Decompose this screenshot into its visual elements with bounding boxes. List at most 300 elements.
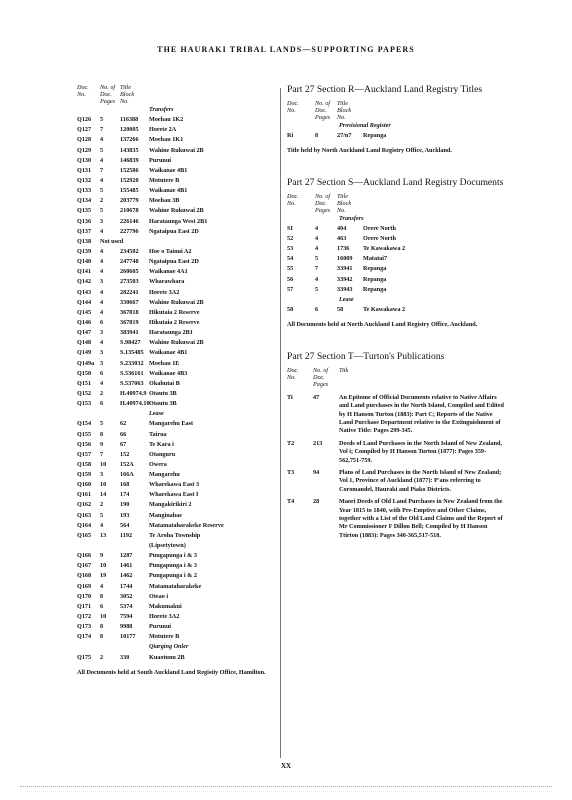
table-row: [287, 131, 507, 141]
table-cell: 14: [100, 491, 107, 499]
table-cell: 5: [100, 116, 104, 124]
column-header: Title Block No.: [337, 100, 352, 121]
publication-cell: 94: [313, 468, 320, 476]
table-cell: 5: [100, 146, 104, 154]
table-cell: Repanga: [363, 132, 387, 140]
table-cell: 4: [100, 308, 104, 316]
table-cell: 8: [100, 633, 104, 641]
table-cell: S.135485: [120, 349, 144, 357]
right-column: [287, 84, 507, 544]
table-cell: 7: [315, 265, 319, 273]
table-cell: Q166: [77, 552, 92, 560]
table-cell: 7: [100, 126, 104, 134]
table-cell: Repanga: [363, 265, 387, 273]
lease-label: Lease: [149, 410, 164, 418]
table-cell: Not used: [100, 237, 124, 245]
table-cell: Q141: [77, 268, 92, 276]
left-table-transfers: [77, 115, 277, 409]
table-cell: Q157: [77, 450, 92, 458]
table-row: [77, 217, 277, 227]
table-cell: Owera: [149, 460, 167, 468]
section-t-title: Part 27 Section T—Turton's Publications: [287, 350, 445, 362]
table-cell: Q172: [77, 613, 92, 621]
table-cell: 4: [315, 235, 319, 243]
table-cell: 5374: [120, 602, 133, 610]
table-cell: 4: [100, 288, 104, 296]
table-cell: 1462: [120, 572, 133, 580]
table-row: [77, 237, 277, 247]
table-row: [287, 305, 507, 315]
table-cell: Kuaotunu 2B: [149, 653, 185, 661]
table-cell: 260605: [120, 268, 139, 276]
table-cell: 2: [100, 389, 104, 397]
table-row: [77, 206, 277, 216]
table-cell: Purunui: [149, 623, 172, 631]
table-cell: 58: [287, 306, 294, 314]
table-cell: 6: [100, 400, 104, 408]
table-cell: 4: [100, 268, 104, 276]
table-cell: Moehau 1K1: [149, 136, 184, 144]
table-cell: 8: [100, 592, 104, 600]
table-row: [77, 561, 277, 571]
table-cell: 9988: [120, 623, 133, 631]
table-cell: Q167: [77, 562, 92, 570]
table-cell: Mangarehu East: [149, 420, 194, 428]
table-cell: Horete 3A2: [149, 613, 180, 621]
table-cell: Q132: [77, 176, 92, 184]
column-header: No. of Doc. Pages: [315, 192, 331, 214]
table-cell: Q175: [77, 653, 92, 661]
table-cell: 166A: [120, 471, 134, 479]
section-t-headers: [287, 367, 507, 388]
table-row: [77, 115, 277, 125]
table-cell: S.537063: [120, 379, 144, 387]
table-cell: Te Kawakawa 2: [363, 245, 406, 253]
table-cell: Q139: [77, 247, 92, 255]
table-cell: 4: [100, 258, 104, 266]
table-row: [287, 244, 507, 254]
table-cell: Q129: [77, 146, 92, 154]
table-cell: 33942: [337, 275, 353, 283]
table-cell: 190: [120, 501, 130, 509]
table-cell: 8: [100, 430, 104, 438]
table-cell: 137266: [120, 136, 139, 144]
table-cell: 116388: [120, 116, 139, 124]
table-row: [287, 234, 507, 244]
table-row: [77, 369, 277, 379]
table-cell: Matamataharakeke Reserve: [149, 521, 224, 529]
table-row: [77, 277, 277, 287]
table-cell: 4: [100, 156, 104, 164]
table-cell: 1461: [120, 562, 133, 570]
table-row: [77, 156, 277, 166]
table-row: [77, 460, 277, 470]
section-r-note: Title held by North Auckland Land Registry Office, Auckland.: [287, 147, 452, 155]
table-row: [77, 430, 277, 440]
table-row: [77, 653, 277, 663]
table-cell: H.40974.10: [120, 400, 150, 408]
page-number: XX: [280, 762, 292, 770]
table-cell: 33943: [337, 285, 353, 293]
table-cell: Pungapunga i & 3: [149, 552, 197, 560]
table-cell: Q159: [77, 471, 92, 479]
table-cell: Q171: [77, 602, 92, 610]
table-row: [287, 264, 507, 274]
table-row: [77, 541, 277, 551]
table-cell: Q155: [77, 430, 92, 438]
table-row: [77, 267, 277, 277]
publication-cell: Maori Deeds of Old Land Purchases in New Zealand from the Year 1815 to 1840, with Pre-Emptive and Other Claims, together with a List of the Old Land Claims and the Report of Mr Commissioner F Dillon Bell; Compiled by H Hanson Ttirton (1883): Pages 340-365,517-518.: [339, 498, 503, 539]
table-row: [77, 622, 277, 632]
table-cell: 58: [337, 306, 344, 314]
table-cell: Horete 2A: [149, 126, 177, 134]
table-cell: 227796: [120, 227, 139, 235]
table-cell: Pungapunga i & 3: [149, 562, 197, 570]
table-cell: S.233032: [120, 359, 144, 367]
section-s-transfers-label: Transfers: [339, 214, 364, 222]
table-cell: 16009: [337, 255, 353, 263]
table-row: [77, 612, 277, 622]
section-r-table: [287, 131, 507, 141]
table-cell: 330: [120, 653, 130, 661]
table-cell: 5: [100, 420, 104, 428]
table-cell: Q158: [77, 460, 92, 468]
table-cell: Makumakui: [149, 602, 182, 610]
publication-entry: [287, 394, 507, 436]
table-cell: Ngataipua East 2D: [149, 227, 199, 235]
table-cell: 66: [120, 430, 127, 438]
table-cell: 564: [120, 521, 130, 529]
table-cell: 4: [100, 339, 104, 347]
table-row: [77, 511, 277, 521]
table-cell: 4: [100, 247, 104, 255]
table-row: [77, 531, 277, 541]
table-cell: Q146: [77, 318, 92, 326]
table-cell: 4: [100, 582, 104, 590]
table-cell: 1744: [120, 582, 133, 590]
table-cell: Q147: [77, 329, 92, 337]
table-cell: 193: [120, 511, 130, 519]
left-table-grazing: [77, 653, 277, 663]
column-header: Doc. No.: [287, 100, 299, 114]
table-cell: 168: [120, 481, 130, 489]
column-header: No. of Doc. Pages: [100, 84, 116, 105]
section-r-title: Part 27 Section R—Auckland Land Registry Titles: [287, 84, 483, 95]
table-cell: 2: [100, 501, 104, 509]
column-header: No. of Doc. Pages: [313, 366, 329, 388]
table-cell: 3: [100, 217, 104, 225]
table-row: [77, 602, 277, 612]
table-cell: 3: [100, 329, 104, 337]
table-cell: 4: [100, 176, 104, 184]
left-table-lease: [77, 419, 277, 642]
table-cell: Q144: [77, 298, 92, 306]
table-cell: Q127: [77, 126, 92, 134]
table-cell: SI: [287, 224, 293, 232]
table-row: [77, 379, 277, 389]
table-cell: Waikanae 4B3: [149, 369, 188, 377]
table-cell: 57: [287, 285, 294, 293]
table-cell: Ngataipua East 2D: [149, 258, 199, 266]
table-cell: 273503: [120, 278, 139, 286]
table-row: [77, 125, 277, 135]
section-s-headers: [287, 193, 507, 214]
table-row: [77, 186, 277, 196]
table-cell: Pungapunga i & 2: [149, 572, 197, 580]
section-t-list: [287, 394, 507, 541]
table-cell: Q128: [77, 136, 92, 144]
table-row: [77, 308, 277, 318]
table-cell: Moehau 1E: [149, 359, 180, 367]
table-cell: 56: [287, 275, 294, 283]
table-row: [77, 592, 277, 602]
table-cell: 120005: [120, 126, 139, 134]
table-cell: 247748: [120, 258, 139, 266]
table-cell: 5: [100, 187, 104, 195]
table-cell: 143835: [120, 146, 139, 154]
table-cell: Matamataharakeke: [149, 582, 202, 590]
table-cell: Repanga: [363, 285, 387, 293]
table-cell: Q149a: [77, 359, 95, 367]
section-s-lease-label: Lease: [339, 295, 354, 303]
table-row: [77, 551, 277, 561]
column-header: Title Block No.: [120, 84, 135, 105]
table-cell: 4: [100, 521, 104, 529]
table-cell: 282241: [120, 288, 139, 296]
table-cell: Motutere B: [149, 633, 180, 641]
table-cell: Oteao i: [149, 592, 169, 600]
table-row: [77, 399, 277, 409]
table-cell: 3: [100, 471, 104, 479]
table-cell: Q154: [77, 420, 92, 428]
table-cell: 8: [100, 623, 104, 631]
table-cell: Otanguru: [149, 450, 176, 458]
table-cell: 7: [100, 166, 104, 174]
publication-cell: Ti: [287, 393, 293, 401]
left-note: All Documents held at South Auckland Land Registiy Office, Hamilton.: [77, 668, 266, 676]
table-cell: 7: [100, 450, 104, 458]
table-row: [77, 582, 277, 592]
table-row: [77, 348, 277, 358]
table-cell: Q137: [77, 227, 92, 235]
table-cell: 4: [100, 379, 104, 387]
table-row: [77, 440, 277, 450]
publication-cell: Deeds of Land Purchases in the North Island of New Zealand, Vol i; Compiled by H Hanson Turton (1877): Pages 359-562,751-759.: [339, 439, 503, 464]
table-cell: Moehau 1K2: [149, 116, 184, 124]
table-cell: Okahutai B: [149, 379, 180, 387]
table-cell: 4: [100, 298, 104, 306]
table-cell: 19: [100, 572, 107, 580]
table-cell: 3: [100, 359, 104, 367]
table-cell: 203779: [120, 197, 139, 205]
table-cell: Purunui: [149, 156, 172, 164]
table-row: [77, 247, 277, 257]
table-cell: Q134: [77, 197, 92, 205]
table-row: [77, 196, 277, 206]
table-cell: 4: [315, 275, 319, 283]
table-cell: 367818: [120, 308, 139, 316]
table-cell: Motutere B: [149, 176, 180, 184]
table-cell: Moehau 3B: [149, 197, 180, 205]
table-cell: Otautu 3B: [149, 400, 177, 408]
table-row: [77, 338, 277, 348]
section-s-title: Part 27 Section S—Auckland Land Registry Documents: [287, 176, 504, 188]
table-cell: 5: [315, 285, 319, 293]
publication-cell: Plans of Land Purchases in the North Island of New Zealand; Vol 1, Province of Auckland (1877): P'ans referring to Coromandel, Hauraki and Piako Districts.: [339, 468, 502, 493]
table-row: [77, 500, 277, 510]
publication-cell: T4: [287, 498, 295, 506]
table-cell: 4: [315, 224, 319, 232]
table-cell: Q170: [77, 592, 92, 600]
column-header: Doc. No.: [77, 84, 89, 98]
table-cell: Q136: [77, 217, 92, 225]
table-cell: Waikanae 4A1: [149, 268, 188, 276]
table-cell: Wahine Rukuwai 2B: [149, 298, 204, 306]
table-row: [287, 254, 507, 264]
column-header: Doc. No.: [287, 366, 299, 381]
table-cell: 152586: [120, 166, 139, 174]
table-cell: Wahine Rukuwai 2B: [149, 339, 204, 347]
left-column: [77, 84, 277, 677]
left-col-headers: [77, 84, 277, 105]
table-row: [77, 328, 277, 338]
table-cell: 210678: [120, 207, 139, 215]
table-cell: Q151: [77, 379, 92, 387]
table-cell: Orere North: [363, 235, 396, 243]
table-cell: Hikutaia 2 Reserve: [149, 308, 200, 316]
table-row: [287, 285, 507, 295]
table-cell: 52: [287, 235, 294, 243]
table-cell: Q162: [77, 501, 92, 509]
provisional-register-label: Provisional Register: [339, 122, 391, 129]
table-cell: (Lipsetytown): [149, 542, 186, 550]
table-cell: 1192: [120, 531, 133, 539]
table-cell: 1287: [120, 552, 133, 560]
table-cell: 367819: [120, 318, 139, 326]
bottom-rule: [20, 786, 552, 787]
table-cell: 7594: [120, 613, 133, 621]
table-row: [77, 359, 277, 369]
table-row: [77, 450, 277, 460]
table-cell: 152A: [120, 460, 134, 468]
table-cell: Q143: [77, 288, 92, 296]
publication-cell: T2: [287, 439, 295, 447]
publication-entry: [287, 469, 507, 494]
publication-entry: [287, 440, 507, 465]
table-cell: 27/n7: [337, 132, 352, 140]
table-cell: 2: [100, 653, 104, 661]
column-header: Titk: [339, 366, 349, 374]
table-cell: Harataunga West 2B1: [149, 217, 208, 225]
table-cell: 5: [100, 511, 104, 519]
table-row: [77, 632, 277, 642]
table-cell: Wahine Rukuwai 2B: [149, 207, 204, 215]
table-cell: Te Kawakawa 2: [363, 306, 406, 314]
table-cell: Mangarehu: [149, 471, 180, 479]
table-row: [77, 480, 277, 490]
publication-cell: 28: [313, 498, 320, 506]
table-cell: Ri: [287, 132, 294, 140]
table-cell: 4: [100, 136, 104, 144]
table-cell: Q133: [77, 187, 92, 195]
table-cell: 9: [100, 440, 104, 448]
table-cell: Tairua: [149, 430, 167, 438]
table-cell: Q126: [77, 116, 92, 124]
table-cell: Q152: [77, 389, 92, 397]
column-header: No. of Doc. Pages: [315, 100, 331, 121]
table-row: [77, 318, 277, 328]
table-cell: 67: [120, 440, 127, 448]
table-cell: 6: [100, 318, 104, 326]
section-s-table: [287, 224, 507, 295]
publication-cell: 213: [313, 439, 323, 447]
table-cell: 10: [100, 481, 107, 489]
transfers-label: Transfers: [149, 106, 174, 113]
table-cell: Q169: [77, 582, 92, 590]
table-cell: Q163: [77, 511, 92, 519]
table-row: [77, 166, 277, 176]
table-cell: 330667: [120, 298, 139, 306]
column-header: Doc. No.: [287, 192, 299, 207]
table-row: [77, 135, 277, 145]
table-cell: Q164: [77, 521, 92, 529]
table-cell: Q138: [77, 237, 92, 245]
table-cell: Q161: [77, 491, 92, 499]
table-row: [77, 227, 277, 237]
table-cell: Q153: [77, 400, 92, 408]
table-cell: 2: [100, 197, 104, 205]
table-cell: 152920: [120, 176, 139, 184]
table-cell: Q149: [77, 349, 92, 357]
table-cell: Wharawhara: [149, 278, 185, 286]
table-row: [77, 419, 277, 429]
publication-cell: T3: [287, 468, 295, 476]
table-cell: Hikutaia 2 Reserve: [149, 318, 200, 326]
table-cell: 5: [100, 207, 104, 215]
table-cell: Q150: [77, 369, 92, 377]
table-cell: Q168: [77, 572, 92, 580]
table-cell: 174: [120, 491, 130, 499]
table-row: [77, 470, 277, 480]
table-cell: 234502: [120, 247, 139, 255]
table-row: [77, 288, 277, 298]
table-cell: Hoe o Tainui A2: [149, 247, 192, 255]
table-cell: 3: [100, 278, 104, 286]
table-cell: Q148: [77, 339, 92, 347]
table-cell: 226146: [120, 217, 139, 225]
table-cell: 1736: [337, 245, 350, 253]
table-cell: S.536161: [120, 369, 144, 377]
table-cell: 463: [337, 235, 347, 243]
page-header: THE HAURAKI TRIBAL LANDS—SUPPORTING PAPERS: [157, 45, 415, 54]
table-cell: Horete 3A2: [149, 288, 180, 296]
table-cell: S.98427: [120, 339, 141, 347]
table-row: [77, 146, 277, 156]
table-cell: Waikanae 4B1: [149, 187, 188, 195]
table-row: [287, 275, 507, 285]
table-cell: Q135: [77, 207, 92, 215]
table-cell: 10: [100, 460, 107, 468]
table-cell: Q145: [77, 308, 92, 316]
table-cell: 4: [100, 227, 104, 235]
table-cell: 55: [287, 265, 294, 273]
table-cell: Q130: [77, 156, 92, 164]
table-cell: Q165: [77, 531, 92, 539]
grazing-label: Qiarging Onler: [149, 643, 189, 651]
table-cell: 54: [287, 255, 294, 263]
table-cell: Q173: [77, 623, 92, 631]
table-cell: Otautu 3B: [149, 389, 177, 397]
